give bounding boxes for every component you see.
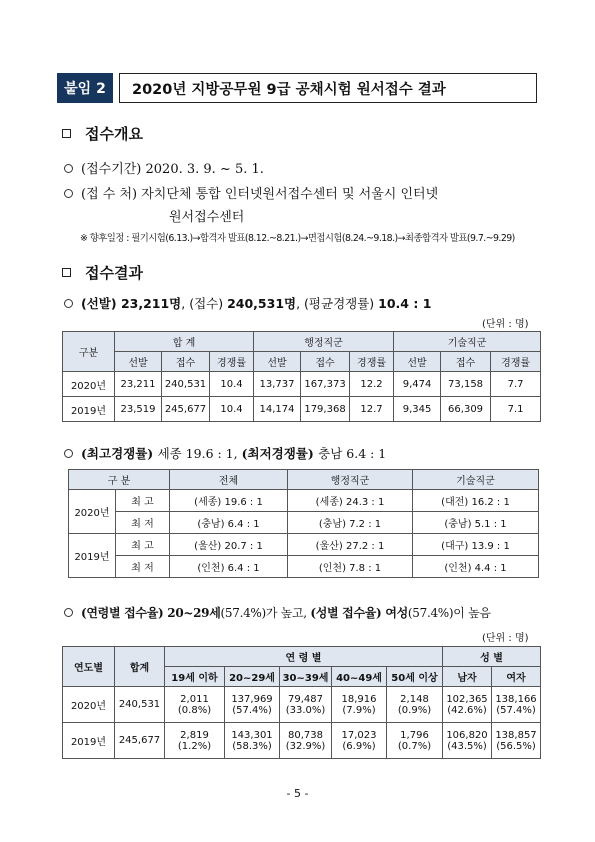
subhead: 30~39세 xyxy=(280,667,332,687)
circle-bullet-icon xyxy=(64,299,73,308)
cell-value: 138,166 xyxy=(495,693,537,705)
cell-pct: (7.9%) xyxy=(342,704,376,716)
table-row xyxy=(63,723,541,759)
place-line-2: 원서접수센터 xyxy=(169,210,245,225)
row-year: 2020년 xyxy=(63,372,115,397)
document-title: 2020년 지방공무원 9급 공채시험 원서접수 결과 xyxy=(119,73,537,103)
cell: 9,345 xyxy=(394,397,441,422)
cell: 13,737 xyxy=(254,372,301,397)
cell: (울산) 20.7 : 1 xyxy=(170,534,288,556)
cell xyxy=(387,687,443,723)
cell-pct: (42.6%) xyxy=(447,704,487,716)
summary-apply-value: 240,531명 xyxy=(227,296,297,311)
cell-value: 143,301 xyxy=(231,729,273,741)
table-row xyxy=(69,490,539,512)
cell: 240,531 xyxy=(162,372,210,397)
cell-value: 138,857 xyxy=(495,729,537,741)
cell: (대전) 16.2 : 1 xyxy=(413,490,539,512)
cell: (충남) 7.2 : 1 xyxy=(288,512,413,534)
age-gender-table xyxy=(62,646,541,759)
cell-value: 17,023 xyxy=(341,729,377,741)
cell xyxy=(225,687,280,723)
min-ratio-value: 충남 6.4 : 1 xyxy=(318,446,387,461)
col-group: 구 분 xyxy=(69,470,170,490)
cell xyxy=(225,723,280,759)
sex-rate-label: (성별 접수율) xyxy=(310,606,386,620)
row-total: 240,531 xyxy=(115,687,165,723)
subhead: 경쟁률 xyxy=(210,352,254,372)
sex-rate-pct: (57.4%)이 높음 xyxy=(407,606,491,620)
col-sex: 성 별 xyxy=(443,647,541,667)
cell-value: 80,738 xyxy=(288,729,323,741)
cell: (세종) 19.6 : 1 xyxy=(170,490,288,512)
cell xyxy=(387,723,443,759)
cell: 23,211 xyxy=(115,372,162,397)
cell: 167,373 xyxy=(301,372,350,397)
col-total: 합계 xyxy=(115,647,165,687)
table-row xyxy=(63,687,541,723)
col-tech: 기술직군 xyxy=(394,332,541,352)
cell: 12.7 xyxy=(350,397,394,422)
circle-bullet-icon xyxy=(64,449,73,458)
col-group: 구분 xyxy=(63,332,115,372)
subhead: 접수 xyxy=(162,352,210,372)
subhead: 50세 이상 xyxy=(387,667,443,687)
age-rate-value: 20~29세 xyxy=(167,606,221,620)
cell: (울산) 27.2 : 1 xyxy=(288,534,413,556)
cell xyxy=(165,687,225,723)
cell-value: 137,969 xyxy=(231,693,273,705)
cell-value: 106,820 xyxy=(446,729,488,741)
table-row xyxy=(63,372,541,397)
subhead: 선발 xyxy=(394,352,441,372)
cell xyxy=(165,723,225,759)
subhead: 접수 xyxy=(301,352,350,372)
summary-label-ratio: , (평균경쟁률) xyxy=(296,296,379,311)
circle-bullet-icon xyxy=(64,164,73,173)
cell-pct: (0.7%) xyxy=(397,740,432,752)
summary-label-apply: , (접수) xyxy=(181,296,228,311)
subhead: 선발 xyxy=(254,352,301,372)
cell: 23,519 xyxy=(115,397,162,422)
row-total: 245,677 xyxy=(115,723,165,759)
square-bullet-icon xyxy=(62,268,71,277)
row-year: 2019년 xyxy=(63,723,115,759)
circle-bullet-icon xyxy=(64,189,73,198)
cell: 66,309 xyxy=(441,397,491,422)
cell: (대구) 13.9 : 1 xyxy=(413,534,539,556)
cell-pct: (58.3%) xyxy=(232,740,272,752)
cell xyxy=(280,723,332,759)
cell-value: 2,148 xyxy=(400,693,429,705)
schedule-note: ※ 향후일정 : 필기시험(6.13.)→합격자 발표(8.12.~8.21.)→면접시험(8.24.~9.18.)→최종합격자 발표(9.7.~9.29) xyxy=(80,233,515,244)
cell-value: 2,011 xyxy=(180,693,209,705)
circle-bullet-icon xyxy=(64,608,73,617)
cell: 10.4 xyxy=(210,397,254,422)
row-max-label: 최 고 xyxy=(116,534,170,556)
col-admin: 행정직군 xyxy=(254,332,394,352)
cell: 10.4 xyxy=(210,372,254,397)
col-admin: 행정직군 xyxy=(288,470,413,490)
subhead: 접수 xyxy=(441,352,491,372)
cell: 179,368 xyxy=(301,397,350,422)
subhead: 19세 이하 xyxy=(165,667,225,687)
row-year: 2020년 xyxy=(63,687,115,723)
section-results-title: 접수결과 xyxy=(85,264,143,282)
col-year: 연도별 xyxy=(63,647,115,687)
cell xyxy=(492,687,541,723)
cell-pct: (56.5%) xyxy=(496,740,536,752)
cell: (인천) 7.8 : 1 xyxy=(288,556,413,578)
age-gender-line xyxy=(64,604,491,621)
ratio-line xyxy=(64,444,386,462)
section-overview-title: 접수개요 xyxy=(85,125,143,143)
ratio-table xyxy=(68,469,539,578)
period-text: (접수기간) 2020. 3. 9. ~ 5. 1. xyxy=(81,162,264,177)
attachment-header xyxy=(57,73,537,103)
cell-pct: (32.9%) xyxy=(285,740,326,752)
place-line xyxy=(64,183,438,202)
subhead: 경쟁률 xyxy=(491,352,541,372)
page-number: - 5 - xyxy=(286,787,309,800)
col-total: 합 계 xyxy=(115,332,254,352)
cell-pct: (57.4%) xyxy=(232,704,272,716)
summary-ratio-value: 10.4 : 1 xyxy=(378,296,432,311)
cell xyxy=(443,687,492,723)
table-row xyxy=(69,534,539,556)
cell xyxy=(492,723,541,759)
subhead: 남자 xyxy=(443,667,492,687)
cell: (세종) 24.3 : 1 xyxy=(288,490,413,512)
cell-pct: (1.2%) xyxy=(177,740,212,752)
col-age: 연 령 별 xyxy=(165,647,443,667)
cell-pct: (0.8%) xyxy=(177,704,212,716)
summary-select-value: 23,211명 xyxy=(120,296,182,311)
cell: 14,174 xyxy=(254,397,301,422)
table-row xyxy=(69,512,539,534)
cell-pct: (33.0%) xyxy=(285,704,326,716)
cell: (인천) 4.4 : 1 xyxy=(413,556,539,578)
attachment-tag: 붙임 2 xyxy=(57,73,113,103)
cell-value: 18,916 xyxy=(341,693,377,705)
sex-rate-value: 여성 xyxy=(385,606,408,620)
cell-pct: (57.4%) xyxy=(496,704,536,716)
period-line xyxy=(64,158,264,177)
cell-value: 79,487 xyxy=(288,693,323,705)
col-all: 전체 xyxy=(170,470,288,490)
row-max-label: 최 고 xyxy=(116,490,170,512)
max-ratio-value: 세종 19.6 : 1, xyxy=(157,446,242,461)
subhead: 20~29세 xyxy=(225,667,280,687)
cell-pct: (6.9%) xyxy=(342,740,376,752)
cell: (충남) 5.1 : 1 xyxy=(413,512,539,534)
max-ratio-label: (최고경쟁률) xyxy=(81,446,158,461)
row-min-label: 최 저 xyxy=(116,512,170,534)
cell-value: 1,796 xyxy=(400,729,429,741)
square-bullet-icon xyxy=(62,129,71,138)
subhead: 40~49세 xyxy=(332,667,387,687)
row-year: 2019년 xyxy=(63,397,115,422)
cell: 73,158 xyxy=(441,372,491,397)
summary-line xyxy=(64,294,431,312)
row-min-label: 최 저 xyxy=(116,556,170,578)
summary-label-select: (선발) xyxy=(81,296,121,311)
unit-label-2: (단위 : 명) xyxy=(482,633,529,644)
section-overview-heading xyxy=(62,123,143,144)
age-rate-label: (연령별 접수율) xyxy=(81,606,168,620)
subhead: 선발 xyxy=(115,352,162,372)
cell-pct: (0.9%) xyxy=(397,704,432,716)
age-rate-pct: (57.4%)가 높고, xyxy=(220,606,311,620)
cell: (충남) 6.4 : 1 xyxy=(170,512,288,534)
section-results-heading xyxy=(62,262,143,283)
cell-value: 102,365 xyxy=(446,693,488,705)
cell xyxy=(443,723,492,759)
subhead: 여자 xyxy=(492,667,541,687)
cell xyxy=(332,687,387,723)
row-year: 2020년 xyxy=(69,490,116,534)
table-row xyxy=(69,556,539,578)
row-year: 2019년 xyxy=(69,534,116,578)
cell xyxy=(332,723,387,759)
table-row xyxy=(63,397,541,422)
subhead: 경쟁률 xyxy=(350,352,394,372)
cell: 12.2 xyxy=(350,372,394,397)
cell-value: 2,819 xyxy=(180,729,209,741)
selection-table xyxy=(62,331,541,422)
cell: 245,677 xyxy=(162,397,210,422)
cell: 7.7 xyxy=(491,372,541,397)
cell-pct: (43.5%) xyxy=(447,740,487,752)
cell: 9,474 xyxy=(394,372,441,397)
cell: 7.1 xyxy=(491,397,541,422)
col-tech: 기술직군 xyxy=(413,470,539,490)
cell xyxy=(280,687,332,723)
min-ratio-label: (최저경쟁률) xyxy=(241,446,319,461)
cell: (인천) 6.4 : 1 xyxy=(170,556,288,578)
unit-label: (단위 : 명) xyxy=(482,319,529,330)
place-text-1: (접 수 처) 자치단체 통합 인터넷원서접수센터 및 서울시 인터넷 xyxy=(81,187,439,202)
